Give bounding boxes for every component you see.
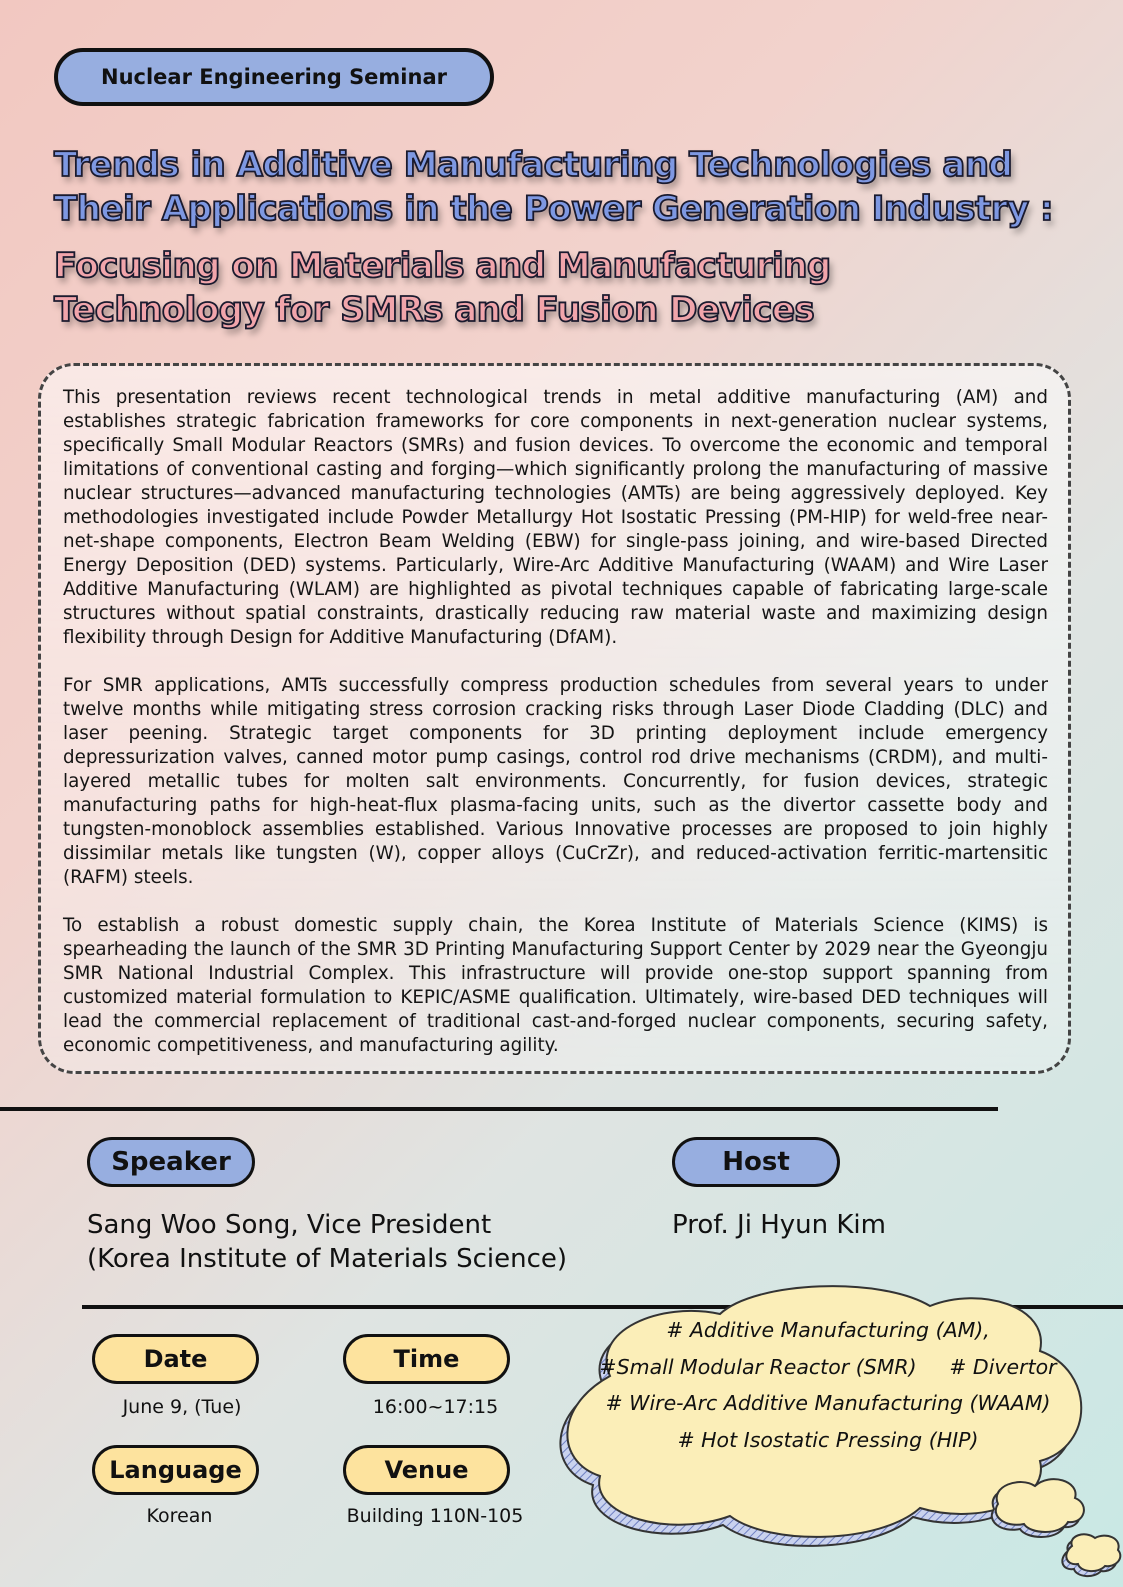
divider-top xyxy=(0,1107,998,1111)
main-title-line-1: Trends in Additive Manufacturing Technologies and xyxy=(54,145,1013,185)
tag-line-2: #Small Modular Reactor (SMR) # Divertor xyxy=(599,1354,1057,1379)
speaker-name: Sang Woo Song, Vice President xyxy=(87,1210,492,1240)
time-badge xyxy=(343,1334,510,1384)
speaker-info xyxy=(87,1208,647,1276)
language-badge xyxy=(92,1445,259,1495)
date-value: June 9, (Tue) xyxy=(122,1396,242,1418)
language-value: Korean xyxy=(146,1505,213,1527)
host-label: Host xyxy=(722,1147,790,1177)
time-value: 16:00~17:15 xyxy=(372,1396,499,1418)
main-title-line-2: Their Applications in the Power Generation Industry : xyxy=(54,189,1054,229)
host-badge xyxy=(672,1137,840,1187)
venue-badge xyxy=(343,1445,510,1495)
abstract-box xyxy=(38,363,1071,1074)
subtitle-line-1: Focusing on Materials and Manufacturing xyxy=(54,246,831,286)
date-badge xyxy=(92,1334,259,1384)
time-label: Time xyxy=(393,1345,460,1373)
seminar-badge xyxy=(54,48,494,106)
speaker-label: Speaker xyxy=(111,1147,231,1177)
abstract-paragraph-1: This presentation reviews recent technological trends in metal additive manufacturing (AM) and establishes strategic fabrication frameworks for core components in next-generation nuclear systems, specifically Small Modular Reactors (SMRs) and fusion devices. To overcome the economic and temporal limitations of conventional casting and forging—which significantly prolong the manufacturing of massive nuclear structures—advanced manufacturing technologies (AMTs) are being aggressively deployed. Key methodologies investigated include Powder Metallurgy Hot Isostatic Pressing (PM-HIP) for weld-free near-net-shape components, Electron Beam Welding (EBW) for single-pass joining, and wire-based Directed Energy Deposition (DED) systems. Particularly, Wire-Arc Additive Manufacturing (WAAM) and Wire Laser Additive Manufacturing (WLAM) are highlighted as pivotal techniques capable of fabricating large-scale structures without spatial constraints, drastically reducing raw material waste and maximizing design flexibility through Design for Additive Manufacturing (DfAM). xyxy=(63,387,1048,648)
keyword-tags xyxy=(588,1312,1068,1458)
tag-line-3: # Wire-Arc Additive Manufacturing (WAAM) xyxy=(605,1391,1051,1415)
tag-line-1: # Additive Manufacturing (AM), xyxy=(666,1318,990,1342)
abstract-paragraph-3: To establish a robust domestic supply chain, the Korea Institute of Materials Science (KIMS) is spearheading the launch of the SMR 3D Printing Manufacturing Support Center by 2029 near the Gyeongju SMR National Industrial Complex. This infrastructure will provide one-stop support spanning from customized material formulation to KEPIC/ASME qualification. Ultimately, wire-based DED techniques will lead the commercial replacement of traditional cast-and-forged nuclear components, securing safety, economic competitiveness, and manufacturing agility. xyxy=(63,915,1048,1056)
seminar-badge-label: Nuclear Engineering Seminar xyxy=(101,65,447,89)
speaker-badge xyxy=(87,1137,255,1187)
abstract-paragraph-2: For SMR applications, AMTs successfully compress production schedules from several years to under twelve months while mitigating stress corrosion cracking risks through Laser Diode Cladding (DLC) and laser peening. Strategic target components for 3D printing deployment include emergency depressurization valves, canned motor pump casings, control rod drive mechanisms (CRDM), and multi-layered metallic tubes for molten salt environments. Concurrently, for fusion devices, strategic manufacturing paths for high-heat-flux plasma-facing units, such as the divertor cassette body and tungsten-monoblock assemblies established. Various Innovative processes are proposed to join highly dissimilar metals like tungsten (W), copper alloys (CuCrZr), and reduced-activation ferritic-martensitic (RAFM) steels. xyxy=(63,675,1048,888)
venue-value: Building 110N-105 xyxy=(346,1505,524,1527)
date-label: Date xyxy=(143,1345,208,1373)
venue-label: Venue xyxy=(384,1456,469,1484)
host-name: Prof. Ji Hyun Kim xyxy=(672,1210,886,1240)
subtitle xyxy=(54,244,954,332)
subtitle-line-2: Technology for SMRs and Fusion Devices xyxy=(54,290,815,330)
main-title xyxy=(54,143,1119,231)
tag-line-4: # Hot Isostatic Pressing (HIP) xyxy=(677,1427,979,1452)
language-label: Language xyxy=(109,1456,242,1484)
speaker-affiliation: (Korea Institute of Materials Science) xyxy=(87,1244,568,1274)
